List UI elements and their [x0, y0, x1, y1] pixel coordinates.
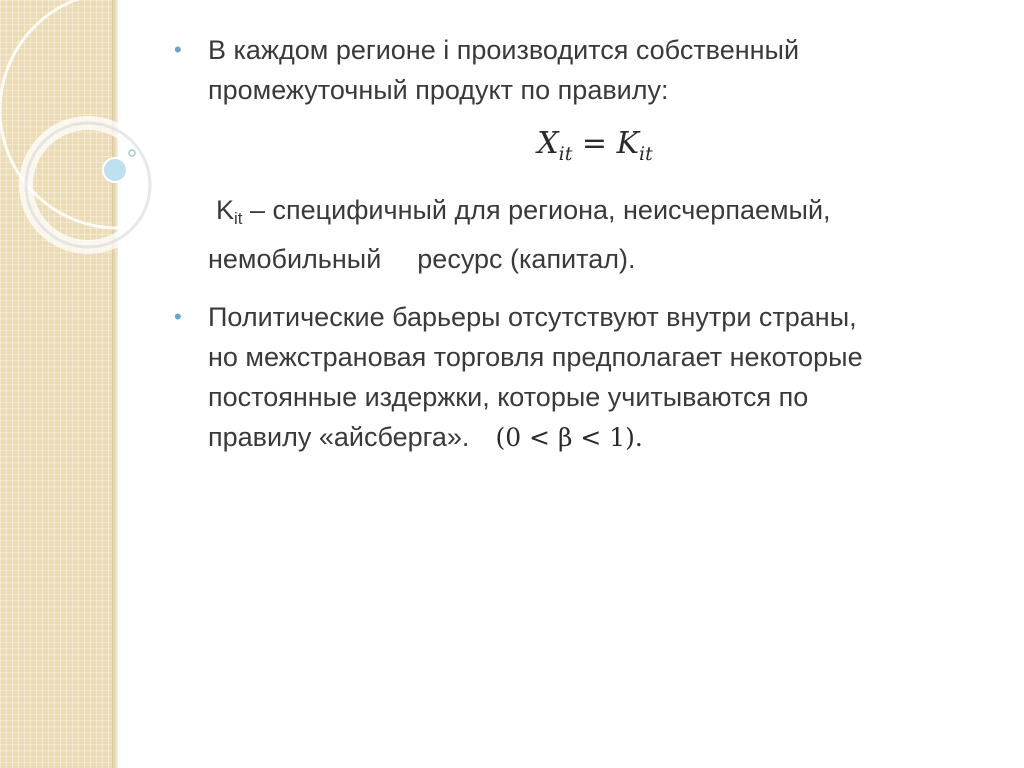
- production-formula: [170, 124, 990, 174]
- slide-content: [170, 30, 990, 458]
- bullet2-line3: постоянные издержки, которые учитываются по: [208, 382, 809, 412]
- bullet1-line1: В каждом регионе i производится собственный: [208, 35, 800, 65]
- capital-definition: [170, 190, 990, 279]
- bullet-intermediate-product: [170, 30, 990, 110]
- bullet2-line2: но межстрановая торговля предполагает некоторые: [208, 342, 863, 372]
- iceberg-parameter-range: (0 < β < 1).: [495, 423, 643, 452]
- formula-equals: =: [572, 126, 617, 161]
- definition-symbol-sub: it: [234, 209, 243, 228]
- bullet-icon: •: [174, 37, 182, 62]
- bullet-trade-barriers: [170, 297, 990, 458]
- formula-lhs: X: [537, 126, 559, 161]
- definition-text-line1: – специфичный для региона, неисчерпаемый,: [242, 195, 831, 225]
- definition-text-line2a: немобильный: [208, 244, 382, 274]
- bullet-icon: •: [174, 304, 182, 329]
- definition-text-line2b: ресурс (капитал).: [417, 244, 636, 274]
- definition-symbol: K: [216, 195, 235, 225]
- bullet1-line2: промежуточный продукт по правилу:: [208, 75, 669, 105]
- bullet2-line1: Политические барьеры отсутствуют внутри страны,: [208, 302, 857, 332]
- formula-rhs-sub: it: [639, 143, 653, 165]
- formula-lhs-sub: it: [558, 143, 573, 165]
- bullet2-line4: правилу «айсберга».: [208, 422, 470, 452]
- formula-rhs: K: [616, 126, 639, 161]
